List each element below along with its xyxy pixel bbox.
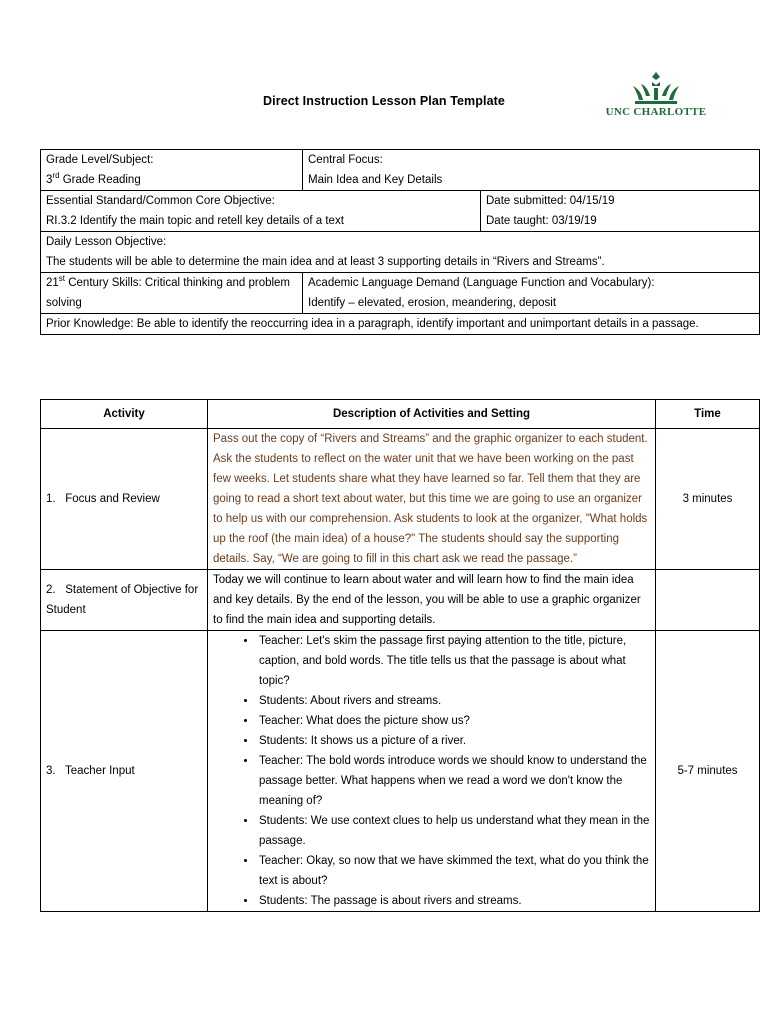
list-item: • Teacher: The bold words introduce words we should know to understand the passage better. What happens when we read a word we don't know the meaning of? bbox=[257, 751, 650, 811]
page-title: Direct Instruction Lesson Plan Template bbox=[263, 94, 505, 108]
grade-level-label: Grade Level/Subject: bbox=[46, 154, 154, 166]
date-submitted: Date submitted: 04/15/19 bbox=[486, 195, 615, 207]
crown-icon bbox=[603, 70, 709, 110]
dialogue-list bbox=[213, 631, 650, 911]
central-focus-label: Central Focus: bbox=[308, 154, 383, 166]
time-cell bbox=[656, 570, 760, 631]
prior-knowledge-cell: Prior Knowledge: Be able to identify the reoccurring idea in a paragraph, identify important and unimportant details in a passage. bbox=[41, 314, 760, 335]
description-header: Description of Activities and Setting bbox=[208, 400, 656, 429]
standard-value: RI.3.2 Identify the main topic and retell key details of a text bbox=[46, 215, 344, 227]
central-focus-cell bbox=[303, 150, 760, 191]
activity-cell: 2. Statement of Objective for Student bbox=[41, 570, 208, 631]
time-cell: 5-7 minutes bbox=[656, 631, 760, 912]
unc-charlotte-logo bbox=[603, 70, 709, 120]
list-item: • Teacher: Let's skim the passage first paying attention to the title, picture, caption, and bold words. The title tells us that the passage is about what topic? bbox=[257, 631, 650, 691]
grade-level-cell bbox=[41, 150, 303, 191]
standard-cell bbox=[41, 191, 481, 232]
standard-label: Essential Standard/Common Core Objective: bbox=[46, 195, 275, 207]
grade-level-value: 3rd Grade Reading bbox=[46, 171, 141, 186]
list-item: • Students: It shows us a picture of a river. bbox=[257, 731, 650, 751]
table-row bbox=[41, 429, 760, 570]
list-item: • Students: About rivers and streams. bbox=[257, 691, 650, 711]
activity-cell: 3. Teacher Input bbox=[41, 631, 208, 912]
central-focus-value: Main Idea and Key Details bbox=[308, 174, 443, 186]
time-header: Time bbox=[656, 400, 760, 429]
date-taught: Date taught: 03/19/19 bbox=[486, 215, 597, 227]
description-cell bbox=[208, 631, 656, 912]
dates-cell bbox=[481, 191, 760, 232]
century-skills-cell: 21st Century Skills: Critical thinking and problem solving bbox=[41, 273, 303, 314]
table-row bbox=[41, 631, 760, 912]
list-item: • Students: The passage is about rivers and streams. bbox=[257, 891, 650, 911]
activity-header: Activity bbox=[41, 400, 208, 429]
academic-language-value: Identify – elevated, erosion, meandering, deposit bbox=[308, 297, 557, 309]
daily-objective-label: Daily Lesson Objective: bbox=[46, 236, 167, 248]
list-item: • Students: We use context clues to help us understand what they mean in the passage. bbox=[257, 811, 650, 851]
list-item: • Teacher: Okay, so now that we have skimmed the text, what do you think the text is about? bbox=[257, 851, 650, 891]
academic-language-cell bbox=[303, 273, 760, 314]
logo-text: UNC CHARLOTTE bbox=[605, 106, 707, 118]
daily-objective-value: The students will be able to determine the main idea and at least 3 supporting details in “Rivers and Streams”. bbox=[46, 256, 605, 268]
academic-language-label: Academic Language Demand (Language Function and Vocabulary): bbox=[308, 277, 655, 289]
table-row bbox=[41, 570, 760, 631]
description-cell: Pass out the copy of “Rivers and Streams” and the graphic organizer to each student. Ask the students to reflect on the water unit that we have been working on the past few weeks. Let students share what they have learned so far. Tell them that they are going to read a short text about water, but this time we are going to use an organizer to help us with our comprehension. Ask students to look at the organizer, "What holds up the roof (the main idea) of a house?" The students should say the supporting details. Say, “We are going to fill in this chart ask we read the passage.” bbox=[208, 429, 656, 570]
list-item: • Teacher: What does the picture show us? bbox=[257, 711, 650, 731]
activity-cell: 1. Focus and Review bbox=[41, 429, 208, 570]
description-cell: Today we will continue to learn about water and will learn how to find the main idea and key details. By the end of the lesson, you will be able to use a graphic organizer to find the main idea and supporting details. bbox=[208, 570, 656, 631]
time-cell: 3 minutes bbox=[656, 429, 760, 570]
activities-table bbox=[40, 399, 760, 912]
daily-objective-cell bbox=[41, 232, 760, 273]
lesson-info-table bbox=[40, 149, 760, 335]
